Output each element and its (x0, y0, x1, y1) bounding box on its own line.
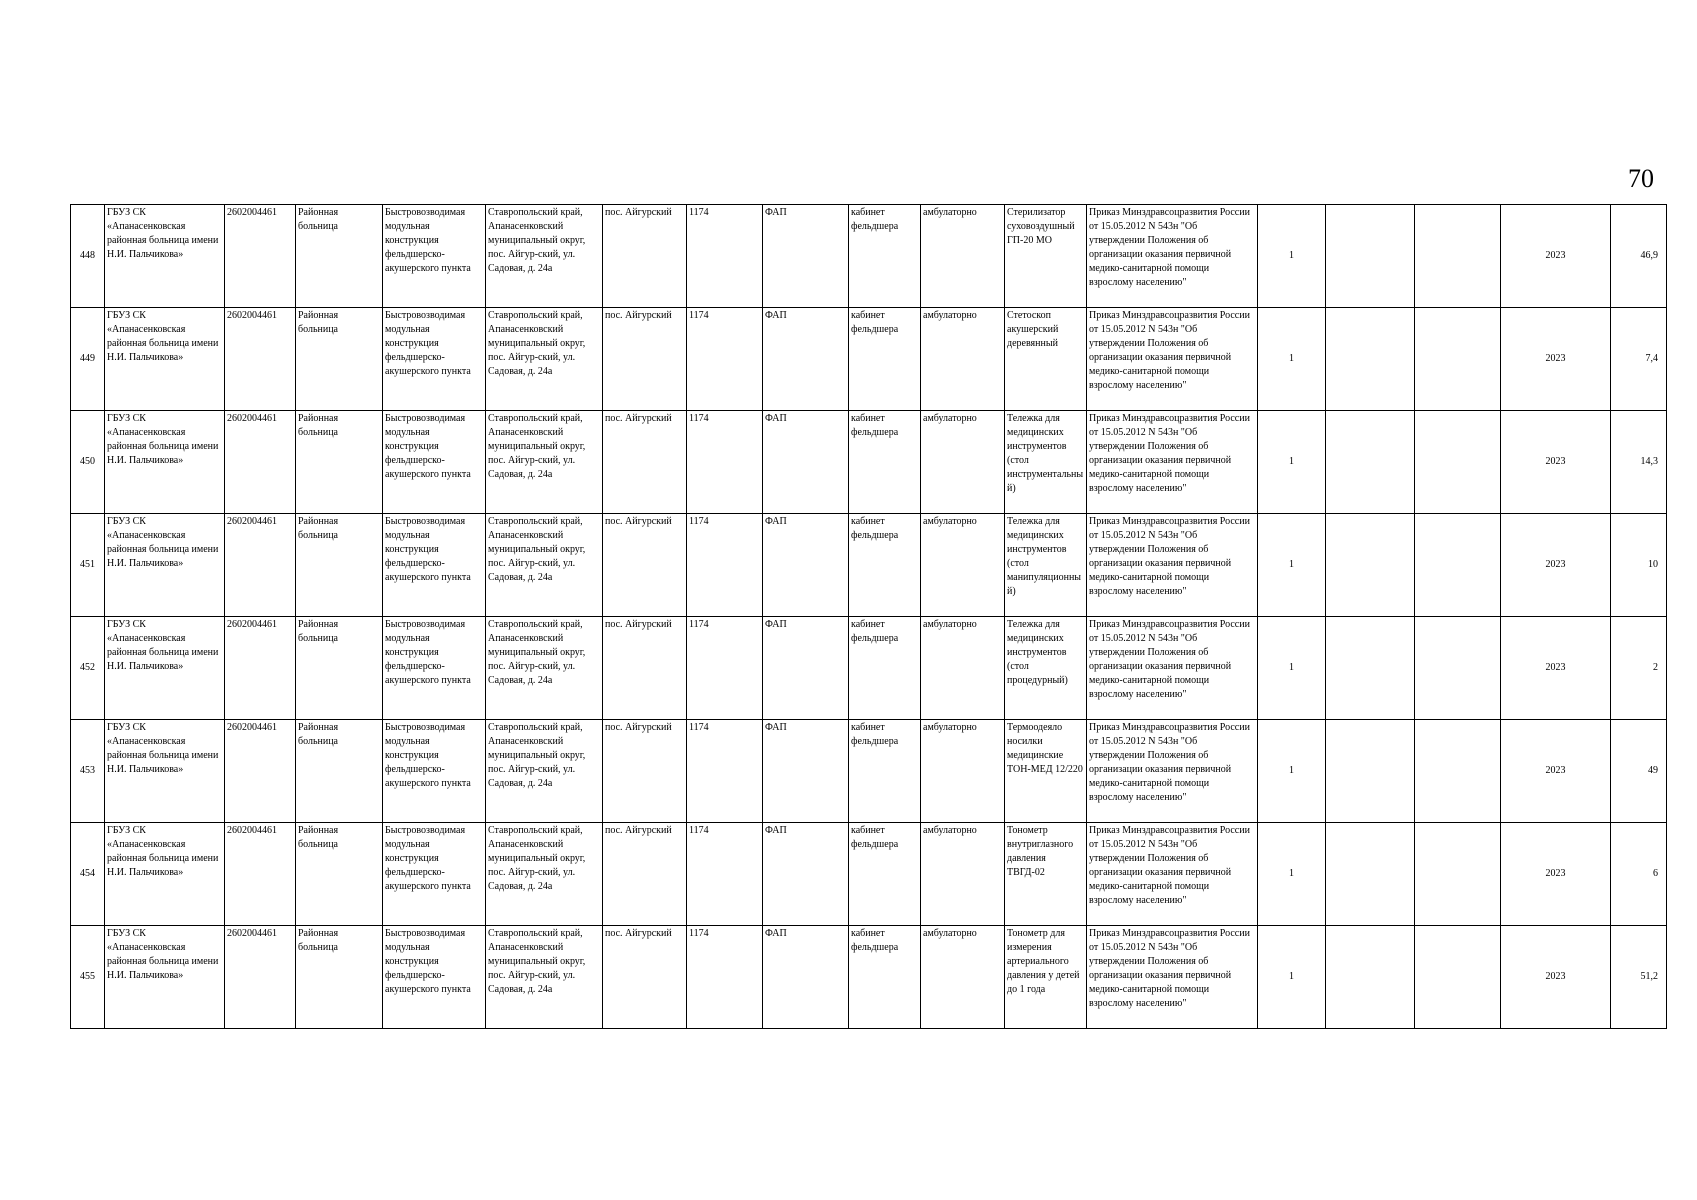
inn-cell: 2602004461 (225, 308, 296, 411)
order-cell: Приказ Минздравсоцразвития России от 15.05.2012 N 543н "Об утверждении Положения об организации оказания первичной медико-санитарной помощи взрослому населению" (1087, 308, 1258, 411)
price-cell: 6 (1611, 823, 1667, 926)
organization-cell: ГБУЗ СК «Апанасенковская районная больница имени Н.И. Пальчикова» (105, 514, 225, 617)
empty-cell (1415, 823, 1501, 926)
year-cell: 2023 (1501, 823, 1611, 926)
population-cell: 1174 (687, 308, 763, 411)
settlement-cell: пос. Айгурский (603, 205, 687, 308)
quantity-cell: 1 (1258, 617, 1326, 720)
unit-cell: ФАП (763, 617, 849, 720)
settlement-cell: пос. Айгурский (603, 514, 687, 617)
equipment-cell: Тонометр для измерения артериального давления у детей до 1 года (1005, 926, 1087, 1029)
address-cell: Ставропольский край, Апанасенковский муниципальный округ, пос. Айгур-ский, ул. Садовая, д. 24а (486, 514, 603, 617)
settlement-cell: пос. Айгурский (603, 308, 687, 411)
care-type-cell: амбулаторно (921, 926, 1005, 1029)
table-row (71, 308, 1667, 411)
order-cell: Приказ Минздравсоцразвития России от 15.05.2012 N 543н "Об утверждении Положения об организации оказания первичной медико-санитарной помощи взрослому населению" (1087, 720, 1258, 823)
equipment-cell: Термоодеяло носилки медицинские ТОН-МЕД 12/220 (1005, 720, 1087, 823)
inn-cell: 2602004461 (225, 411, 296, 514)
settlement-cell: пос. Айгурский (603, 411, 687, 514)
unit-cell: ФАП (763, 411, 849, 514)
population-cell: 1174 (687, 411, 763, 514)
empty-cell (1415, 617, 1501, 720)
institution-type-cell: Районная больница (296, 720, 383, 823)
institution-type-cell: Районная больница (296, 617, 383, 720)
quantity-cell: 1 (1258, 308, 1326, 411)
table-row (71, 823, 1667, 926)
quantity-cell: 1 (1258, 823, 1326, 926)
organization-cell: ГБУЗ СК «Апанасенковская районная больница имени Н.И. Пальчикова» (105, 411, 225, 514)
table-row (71, 926, 1667, 1029)
empty-cell (1326, 411, 1415, 514)
price-cell: 46,9 (1611, 205, 1667, 308)
empty-cell (1415, 411, 1501, 514)
year-cell: 2023 (1501, 514, 1611, 617)
order-cell: Приказ Минздравсоцразвития России от 15.05.2012 N 543н "Об утверждении Положения об организации оказания первичной медико-санитарной помощи взрослому населению" (1087, 617, 1258, 720)
population-cell: 1174 (687, 617, 763, 720)
organization-cell: ГБУЗ СК «Апанасенковская районная больница имени Н.И. Пальчикова» (105, 617, 225, 720)
year-cell: 2023 (1501, 617, 1611, 720)
population-cell: 1174 (687, 720, 763, 823)
room-cell: кабинет фельдшера (849, 720, 921, 823)
empty-cell (1415, 205, 1501, 308)
institution-type-cell: Районная больница (296, 823, 383, 926)
quantity-cell: 1 (1258, 926, 1326, 1029)
price-cell: 2 (1611, 617, 1667, 720)
address-cell: Ставропольский край, Апанасенковский муниципальный округ, пос. Айгур-ский, ул. Садовая, д. 24а (486, 720, 603, 823)
table-row (71, 411, 1667, 514)
construction-cell: Быстровозводимая модульная конструкция фельдшерско-акушерского пункта (383, 514, 486, 617)
institution-type-cell: Районная больница (296, 308, 383, 411)
row-number: 451 (71, 514, 105, 617)
unit-cell: ФАП (763, 823, 849, 926)
unit-cell: ФАП (763, 308, 849, 411)
inn-cell: 2602004461 (225, 514, 296, 617)
address-cell: Ставропольский край, Апанасенковский муниципальный округ, пос. Айгур-ский, ул. Садовая, д. 24а (486, 617, 603, 720)
construction-cell: Быстровозводимая модульная конструкция фельдшерско-акушерского пункта (383, 308, 486, 411)
inn-cell: 2602004461 (225, 205, 296, 308)
care-type-cell: амбулаторно (921, 308, 1005, 411)
empty-cell (1326, 205, 1415, 308)
construction-cell: Быстровозводимая модульная конструкция фельдшерско-акушерского пункта (383, 411, 486, 514)
room-cell: кабинет фельдшера (849, 308, 921, 411)
room-cell: кабинет фельдшера (849, 926, 921, 1029)
registry-body (71, 205, 1667, 1029)
population-cell: 1174 (687, 926, 763, 1029)
year-cell: 2023 (1501, 720, 1611, 823)
care-type-cell: амбулаторно (921, 720, 1005, 823)
unit-cell: ФАП (763, 514, 849, 617)
order-cell: Приказ Минздравсоцразвития России от 15.05.2012 N 543н "Об утверждении Положения об организации оказания первичной медико-санитарной помощи взрослому населению" (1087, 514, 1258, 617)
page-number: 70 (1628, 164, 1654, 193)
care-type-cell: амбулаторно (921, 823, 1005, 926)
row-number: 449 (71, 308, 105, 411)
address-cell: Ставропольский край, Апанасенковский муниципальный округ, пос. Айгур-ский, ул. Садовая, д. 24а (486, 823, 603, 926)
room-cell: кабинет фельдшера (849, 411, 921, 514)
year-cell: 2023 (1501, 926, 1611, 1029)
empty-cell (1415, 720, 1501, 823)
care-type-cell: амбулаторно (921, 514, 1005, 617)
room-cell: кабинет фельдшера (849, 514, 921, 617)
address-cell: Ставропольский край, Апанасенковский муниципальный округ, пос. Айгур-ский, ул. Садовая, д. 24а (486, 411, 603, 514)
organization-cell: ГБУЗ СК «Апанасенковская районная больница имени Н.И. Пальчикова» (105, 720, 225, 823)
table-row (71, 514, 1667, 617)
unit-cell: ФАП (763, 205, 849, 308)
table-row (71, 617, 1667, 720)
inn-cell: 2602004461 (225, 617, 296, 720)
organization-cell: ГБУЗ СК «Апанасенковская районная больница имени Н.И. Пальчикова» (105, 823, 225, 926)
address-cell: Ставропольский край, Апанасенковский муниципальный округ, пос. Айгур-ский, ул. Садовая, д. 24а (486, 926, 603, 1029)
row-number: 452 (71, 617, 105, 720)
organization-cell: ГБУЗ СК «Апанасенковская районная больница имени Н.И. Пальчикова» (105, 205, 225, 308)
empty-cell (1326, 926, 1415, 1029)
institution-type-cell: Районная больница (296, 926, 383, 1029)
order-cell: Приказ Минздравсоцразвития России от 15.05.2012 N 543н "Об утверждении Положения об организации оказания первичной медико-санитарной помощи взрослому населению" (1087, 926, 1258, 1029)
inn-cell: 2602004461 (225, 926, 296, 1029)
year-cell: 2023 (1501, 205, 1611, 308)
population-cell: 1174 (687, 823, 763, 926)
quantity-cell: 1 (1258, 205, 1326, 308)
inn-cell: 2602004461 (225, 823, 296, 926)
order-cell: Приказ Минздравсоцразвития России от 15.05.2012 N 543н "Об утверждении Положения об организации оказания первичной медико-санитарной помощи взрослому населению" (1087, 823, 1258, 926)
equipment-cell: Тележка для медицинских инструментов (стол инструментальный) (1005, 411, 1087, 514)
empty-cell (1326, 514, 1415, 617)
equipment-cell: Стерилизатор суховоздушный ГП-20 МО (1005, 205, 1087, 308)
row-number: 448 (71, 205, 105, 308)
price-cell: 7,4 (1611, 308, 1667, 411)
year-cell: 2023 (1501, 308, 1611, 411)
price-cell: 10 (1611, 514, 1667, 617)
institution-type-cell: Районная больница (296, 411, 383, 514)
construction-cell: Быстровозводимая модульная конструкция фельдшерско-акушерского пункта (383, 205, 486, 308)
order-cell: Приказ Минздравсоцразвития России от 15.05.2012 N 543н "Об утверждении Положения об организации оказания первичной медико-санитарной помощи взрослому населению" (1087, 205, 1258, 308)
population-cell: 1174 (687, 205, 763, 308)
equipment-cell: Стетоскоп акушерский деревянный (1005, 308, 1087, 411)
inn-cell: 2602004461 (225, 720, 296, 823)
equipment-cell: Тележка для медицинских инструментов (стол процедурный) (1005, 617, 1087, 720)
year-cell: 2023 (1501, 411, 1611, 514)
empty-cell (1326, 617, 1415, 720)
construction-cell: Быстровозводимая модульная конструкция фельдшерско-акушерского пункта (383, 720, 486, 823)
table-row (71, 205, 1667, 308)
construction-cell: Быстровозводимая модульная конструкция фельдшерско-акушерского пункта (383, 823, 486, 926)
unit-cell: ФАП (763, 926, 849, 1029)
price-cell: 51,2 (1611, 926, 1667, 1029)
room-cell: кабинет фельдшера (849, 617, 921, 720)
organization-cell: ГБУЗ СК «Апанасенковская районная больница имени Н.И. Пальчикова» (105, 308, 225, 411)
empty-cell (1326, 308, 1415, 411)
row-number: 455 (71, 926, 105, 1029)
care-type-cell: амбулаторно (921, 617, 1005, 720)
empty-cell (1415, 308, 1501, 411)
room-cell: кабинет фельдшера (849, 823, 921, 926)
settlement-cell: пос. Айгурский (603, 823, 687, 926)
order-cell: Приказ Минздравсоцразвития России от 15.05.2012 N 543н "Об утверждении Положения об организации оказания первичной медико-санитарной помощи взрослому населению" (1087, 411, 1258, 514)
address-cell: Ставропольский край, Апанасенковский муниципальный округ, пос. Айгур-ский, ул. Садовая, д. 24а (486, 205, 603, 308)
row-number: 454 (71, 823, 105, 926)
equipment-cell: Тележка для медицинских инструментов (стол манипуляционный) (1005, 514, 1087, 617)
table-row (71, 720, 1667, 823)
quantity-cell: 1 (1258, 514, 1326, 617)
equipment-registry-table (70, 204, 1667, 1029)
address-cell: Ставропольский край, Апанасенковский муниципальный округ, пос. Айгур-ский, ул. Садовая, д. 24а (486, 308, 603, 411)
settlement-cell: пос. Айгурский (603, 720, 687, 823)
population-cell: 1174 (687, 514, 763, 617)
institution-type-cell: Районная больница (296, 205, 383, 308)
empty-cell (1415, 514, 1501, 617)
settlement-cell: пос. Айгурский (603, 617, 687, 720)
price-cell: 14,3 (1611, 411, 1667, 514)
organization-cell: ГБУЗ СК «Апанасенковская районная больница имени Н.И. Пальчикова» (105, 926, 225, 1029)
row-number: 453 (71, 720, 105, 823)
quantity-cell: 1 (1258, 411, 1326, 514)
unit-cell: ФАП (763, 720, 849, 823)
settlement-cell: пос. Айгурский (603, 926, 687, 1029)
construction-cell: Быстровозводимая модульная конструкция фельдшерско-акушерского пункта (383, 926, 486, 1029)
care-type-cell: амбулаторно (921, 205, 1005, 308)
care-type-cell: амбулаторно (921, 411, 1005, 514)
empty-cell (1326, 720, 1415, 823)
price-cell: 49 (1611, 720, 1667, 823)
empty-cell (1326, 823, 1415, 926)
equipment-cell: Тонометр внутриглазного давления ТВГД-02 (1005, 823, 1087, 926)
row-number: 450 (71, 411, 105, 514)
construction-cell: Быстровозводимая модульная конструкция фельдшерско-акушерского пункта (383, 617, 486, 720)
quantity-cell: 1 (1258, 720, 1326, 823)
room-cell: кабинет фельдшера (849, 205, 921, 308)
empty-cell (1415, 926, 1501, 1029)
institution-type-cell: Районная больница (296, 514, 383, 617)
